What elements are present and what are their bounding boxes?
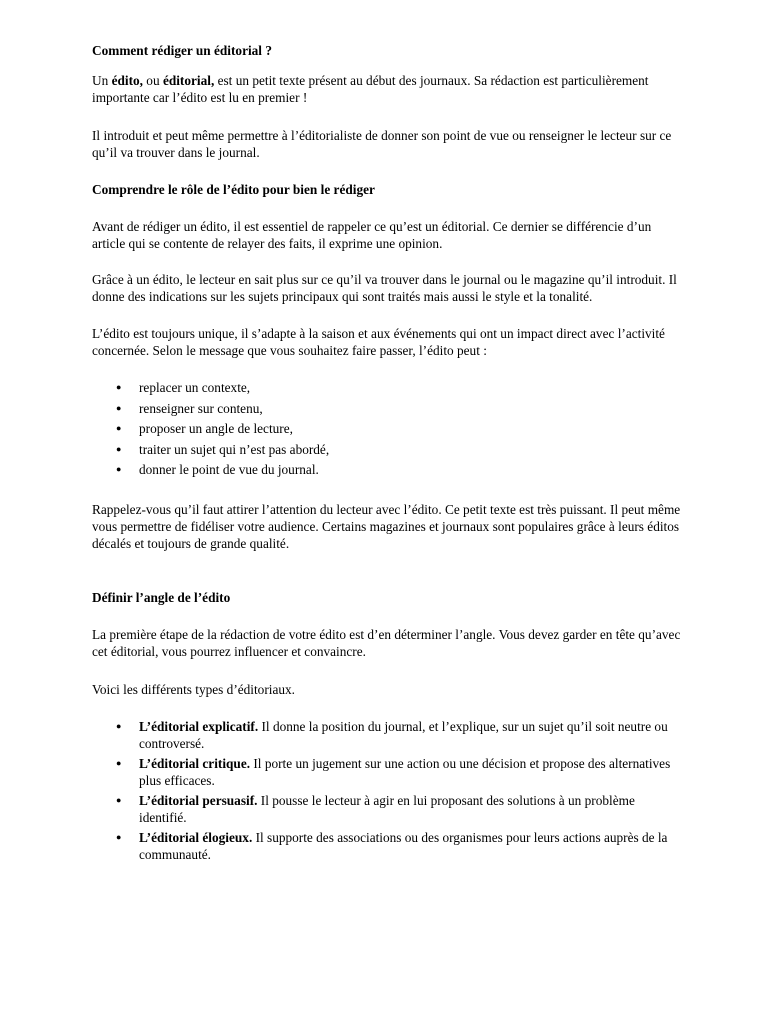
document-title: Comment rédiger un éditorial ?: [92, 43, 272, 58]
list-item-text: donner le point de vue du journal.: [139, 462, 319, 478]
bullet-icon: ●: [116, 443, 122, 454]
bullet-icon: ●: [116, 720, 122, 731]
list-item: [92, 379, 682, 400]
intro-ou: ou: [142, 73, 163, 88]
editorial-types-list: [92, 718, 682, 863]
list-item: [92, 420, 682, 441]
editorial-type-desc: Il pousse le lecteur à agir en lui proposant des solutions à un problème identifié.: [139, 792, 635, 825]
paragraph-5: L’édito est toujours unique, il s’adapte à la saison et aux événements qui ont un impact direct avec l’activité concernée. Selon le message que vous souhaitez faire passer, l’édito peut :: [92, 326, 665, 358]
list-item: [92, 400, 682, 421]
bullet-icon: ●: [116, 831, 122, 842]
editorial-type-term: L’éditorial persuasif.: [139, 792, 258, 808]
list-item: [92, 441, 682, 462]
intro-prefix: Un: [92, 73, 112, 88]
list-item-text: proposer un angle de lecture,: [139, 421, 293, 437]
paragraph-6: Rappelez-vous qu’il faut attirer l’attention du lecteur avec l’édito. Ce petit texte est très puissant. Il peut même vous permettre de fidéliser votre audience. Certains magazines et journaux sont populaires grâce à leurs éditos décalés et toujours de grande qualité.: [92, 501, 681, 551]
editorial-type-desc: Il donne la position du journal, et l’explique, sur un sujet qu’il soit neutre ou controversé.: [139, 718, 668, 751]
list-item: [92, 792, 682, 826]
list-item: [92, 829, 682, 863]
paragraph-4: Grâce à un édito, le lecteur en sait plus sur ce qu’il va trouver dans le journal ou le magazine qu’il introduit. Il donne des indications sur les sujets principaux qui sont traités mais aussi le style et la tonalité.: [92, 272, 677, 304]
intro-paragraph: [92, 72, 682, 106]
bullet-icon: ●: [116, 794, 122, 805]
list-item: [92, 755, 682, 789]
list-item-text: replacer un contexte,: [139, 380, 251, 395]
edito-capabilities-list: [92, 379, 682, 482]
bullet-icon: ●: [116, 464, 122, 475]
heading-role: Comprendre le rôle de l’édito pour bien le rédiger: [92, 182, 375, 197]
list-item-text: traiter un sujet qui n’est pas abordé,: [139, 441, 330, 457]
bullet-icon: ●: [116, 402, 122, 413]
editorial-type-desc: Il supporte des associations ou des organismes pour leurs actions auprès de la communauté.: [139, 829, 668, 862]
bullet-icon: ●: [116, 423, 122, 434]
editorial-type-desc: Il porte un jugement sur une action ou une décision et propose des alternatives plus efficaces.: [139, 755, 671, 788]
editorial-type-term: L’éditorial élogieux.: [139, 829, 253, 845]
list-item: [92, 461, 682, 482]
paragraph-7: La première étape de la rédaction de votre édito est d’en déterminer l’angle. Vous devez garder en tête qu’avec cet éditorial, vous pourrez influencer et convaincre.: [92, 626, 681, 659]
paragraph-3: Avant de rédiger un édito, il est essentiel de rappeler ce qu’est un éditorial. Ce dernier se différencie d’un article qui se contente de relayer des faits, il exprime une opinion.: [92, 219, 652, 251]
paragraph-2: Il introduit et peut même permettre à l’éditorialiste de donner son point de vue ou renseigner le lecteur sur ce qu’il va trouver dans le journal.: [92, 128, 672, 160]
editorial-type-term: L’éditorial critique.: [139, 755, 251, 771]
intro-editorial-term: éditorial,: [162, 73, 215, 88]
bullet-icon: ●: [116, 757, 122, 768]
list-item-text: renseigner sur contenu,: [139, 400, 263, 416]
bullet-icon: ●: [116, 382, 122, 392]
list-item: [92, 718, 682, 752]
editorial-type-term: L’éditorial explicatif.: [139, 718, 259, 734]
heading-angle: Définir l’angle de l’édito: [92, 589, 231, 605]
intro-edito-term: édito,: [111, 73, 143, 88]
intro-rest: est un petit texte présent au début des journaux. Sa rédaction est particulièrement importante car l’édito est lu en premier !: [92, 73, 649, 105]
document-page: [92, 40, 682, 866]
paragraph-8: Voici les différents types d’éditoriaux.: [92, 681, 295, 697]
